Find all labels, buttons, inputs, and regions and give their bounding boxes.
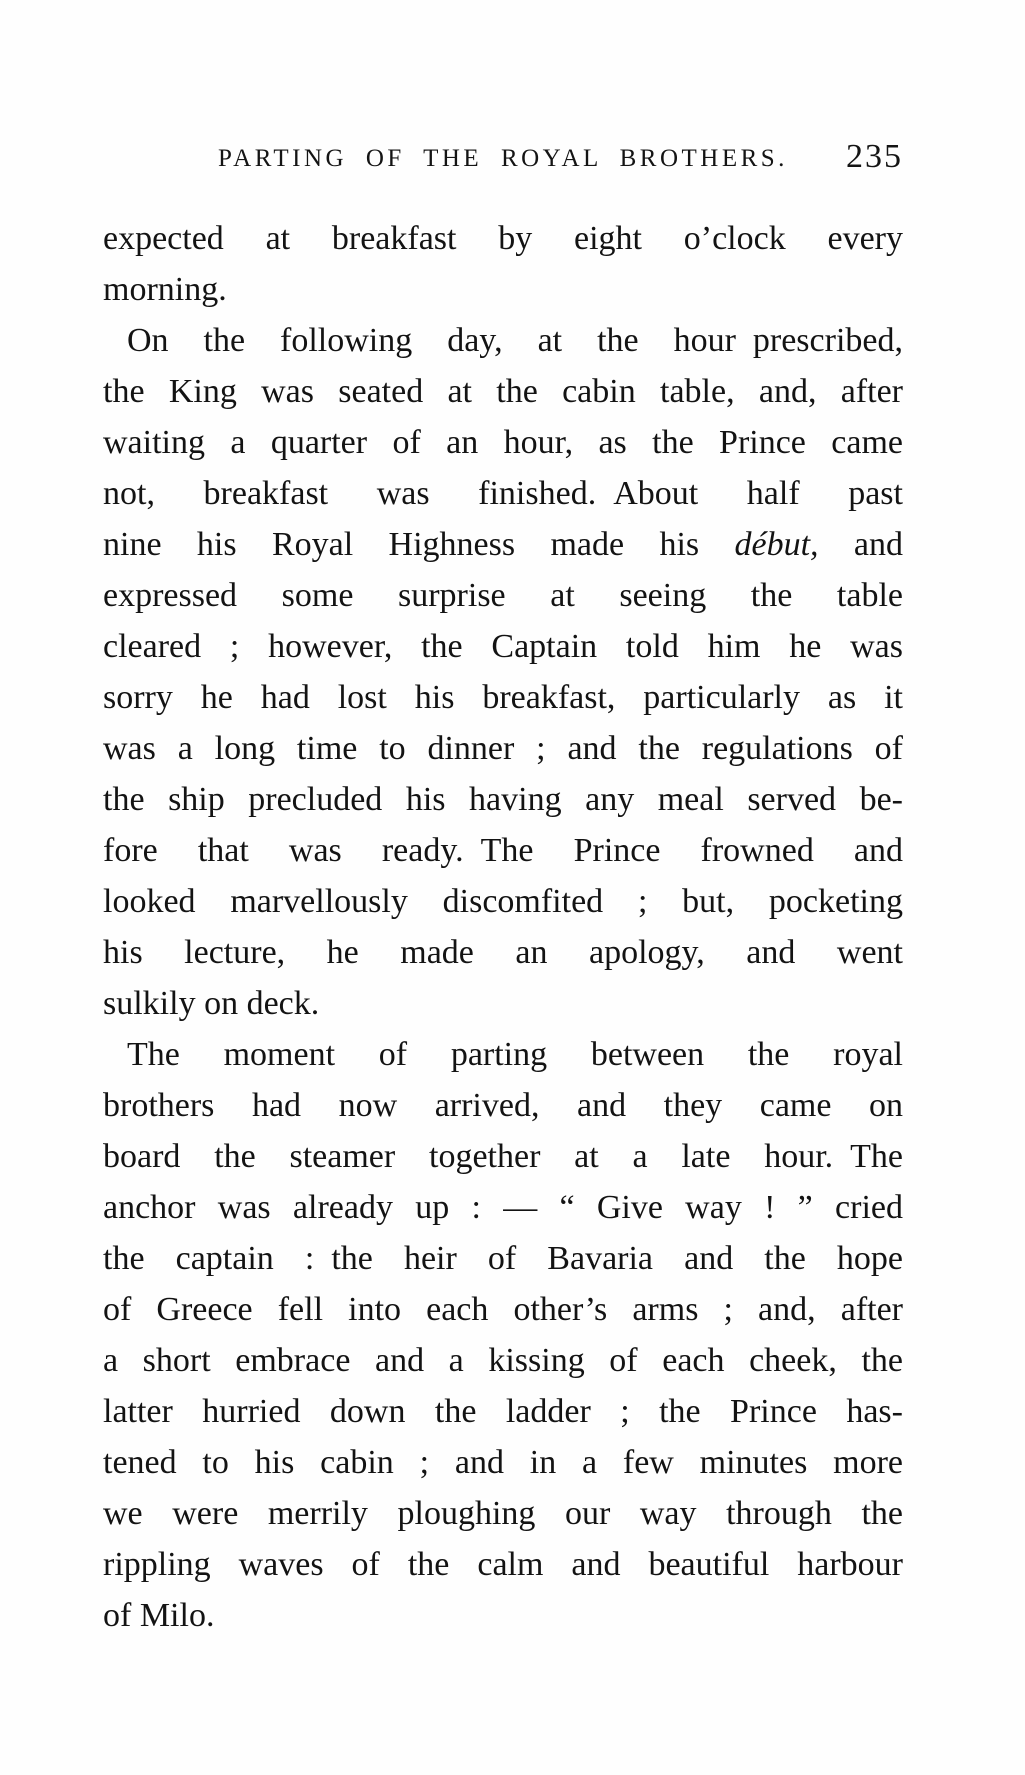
text-segment: not, breakfast was finished. About half past: [103, 475, 903, 512]
text-line: [103, 1437, 903, 1488]
text-segment: expected at breakfast by eight o’clock every: [103, 220, 903, 257]
text-line: [103, 570, 903, 621]
text-segment: tened to his cabin ; and in a few minutes more: [103, 1444, 903, 1481]
italic-text: début,: [734, 526, 819, 563]
text-line: [103, 825, 903, 876]
text-line: [103, 1182, 903, 1233]
text-segment: rippling waves of the calm and beautiful harbour: [103, 1546, 903, 1583]
text-segment: The moment of parting between the royal: [127, 1036, 903, 1073]
text-segment: fore that was ready. The Prince frowned and: [103, 832, 903, 869]
text-line: [103, 774, 903, 825]
text-line: [103, 1233, 903, 1284]
text-line: [103, 1335, 903, 1386]
text-segment: of Greece fell into each other’s arms ; and, after: [103, 1291, 903, 1328]
text-segment: of Milo.: [103, 1597, 215, 1634]
text-line: [103, 1590, 903, 1641]
text-line: [103, 366, 903, 417]
text-line: [103, 315, 903, 366]
text-line: [103, 1131, 903, 1182]
text-segment: nine his Royal Highness made his: [103, 526, 735, 563]
text-segment: looked marvellously discomfited ; but, pocketing: [103, 883, 903, 920]
text-segment: sulkily on deck.: [103, 985, 320, 1022]
text-line: [103, 264, 903, 315]
text-line: [103, 417, 903, 468]
text-segment: his lecture, he made an apology, and went: [103, 934, 903, 971]
text-line: [103, 1386, 903, 1437]
text-segment: the King was seated at the cabin table, and, after: [103, 373, 903, 410]
text-segment: expressed some surprise at seeing the table: [103, 577, 903, 614]
text-line: [103, 1029, 903, 1080]
text-segment: the ship precluded his having any meal served be-: [103, 781, 903, 818]
text-segment: and: [818, 526, 903, 563]
text-line: [103, 1284, 903, 1335]
text-line: [103, 927, 903, 978]
text-segment: sorry he had lost his breakfast, particularly as it: [103, 679, 903, 716]
text-line: [103, 621, 903, 672]
text-line: [103, 519, 903, 570]
text-segment: we were merrily ploughing our way through the: [103, 1495, 903, 1532]
text-line: [103, 1539, 903, 1590]
page-number: 235: [846, 138, 903, 175]
text-line: [103, 468, 903, 519]
text-line: [103, 1488, 903, 1539]
text-segment: board the steamer together at a late hour. The: [103, 1138, 903, 1175]
running-header: [103, 138, 903, 183]
page-text: [103, 213, 903, 1641]
text-segment: was a long time to dinner ; and the regulations of: [103, 730, 903, 767]
text-segment: waiting a quarter of an hour, as the Prince came: [103, 424, 903, 461]
text-segment: a short embrace and a kissing of each cheek, the: [103, 1342, 903, 1379]
text-line: [103, 723, 903, 774]
text-segment: On the following day, at the hour prescribed,: [127, 322, 903, 359]
text-line: [103, 978, 903, 1029]
text-segment: the captain : the heir of Bavaria and the hope: [103, 1240, 903, 1277]
text-line: [103, 213, 903, 264]
header-title: PARTING OF THE ROYAL BROTHERS.: [218, 145, 788, 172]
text-segment: cleared ; however, the Captain told him he was: [103, 628, 903, 665]
text-segment: latter hurried down the ladder ; the Prince has-: [103, 1393, 903, 1430]
text-segment: anchor was already up : — “ Give way ! ” cried: [103, 1189, 903, 1226]
text-segment: morning.: [103, 271, 227, 308]
text-line: [103, 1080, 903, 1131]
text-line: [103, 876, 903, 927]
text-line: [103, 672, 903, 723]
text-segment: brothers had now arrived, and they came on: [103, 1087, 903, 1124]
